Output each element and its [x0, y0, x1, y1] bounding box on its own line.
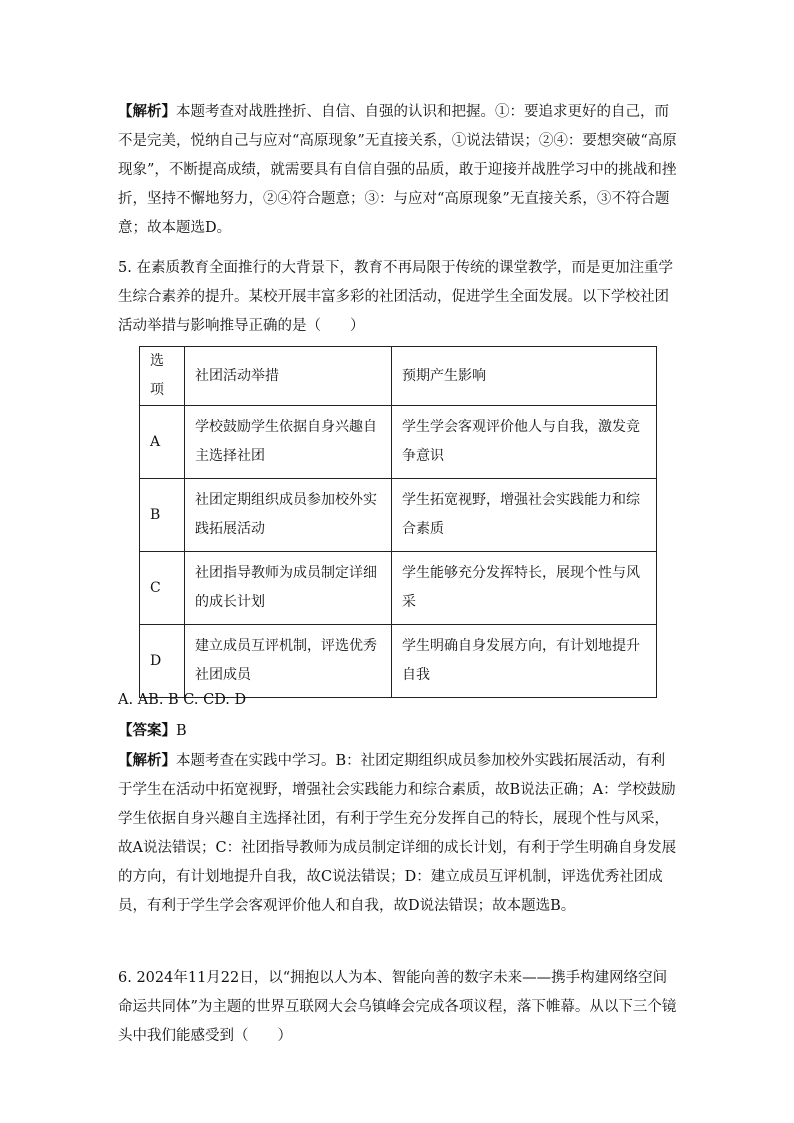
table-row [140, 406, 657, 479]
analysis-text: 本题考查在实践中学习。B：社团定期组织成员参加校外实践拓展活动，有利于学生在活动中拓宽视野，增强社会实践能力和综合素质，故B说法正确；A：学校鼓励学生依据自身兴趣自主选择社团，有利于学生充分发挥自己的特长，展现个性与风采，故A说法错误；C：社团指导教师为成员制定详细的成长计划，有利于学生明确自身发展的方向，有计划地提升自我，故C说法错误；D：建立成员互评机制，评选优秀社团成员，有利于学生学会客观评价他人和自我，故D说法错误；故本题选B。 [118, 753, 677, 914]
analysis-paragraph-q4 [118, 97, 678, 243]
table-cell-option: B [140, 479, 185, 552]
table-header-cell: 预期产生影响 [392, 347, 657, 406]
table-cell-measure: 社团定期组织成员参加校外实践拓展活动 [185, 479, 392, 552]
table-row [140, 479, 657, 552]
table-header-cell: 选项 [140, 347, 185, 406]
table-cell-option: D [140, 625, 185, 698]
table-cell-option: C [140, 552, 185, 625]
table-cell-option: A [140, 406, 185, 479]
question-5: 5. 在素质教育全面推行的大背景下，教育不再局限于传统的课堂教学，而是更加注重学生综合素养的提升。某校开展丰富多彩的社团活动，促进学生全面发展。以下学校社团活动举措与影响推导正确的是（ ） [118, 260, 673, 334]
table-cell-measure: 建立成员互评机制，评选优秀社团成员 [185, 625, 392, 698]
table-cell-effect: 学生学会客观评价他人与自我，激发竞争意识 [392, 406, 657, 479]
question-6: 6. 2024年11月22日，以“拥抱以人为本、智能向善的数字未来——携手构建网络空间命运共同体”为主题的世界互联网大会乌镇峰会完成各项议程，落下帷幕。从以下三个镜头中我们能感受到（ ） [118, 970, 677, 1044]
analysis-tag: 【解析】 [118, 103, 176, 120]
answer-tag: 【答案】 [118, 722, 176, 739]
analysis-tag: 【解析】 [118, 752, 176, 769]
table-cell-measure: 社团指导教师为成员制定详细的成长计划 [185, 552, 392, 625]
table-cell-effect: 学生明确自身发展方向，有计划地提升自我 [392, 625, 657, 698]
answer-options: A. AB. B C. CD. D [118, 692, 247, 708]
table-cell-effect: 学生拓宽视野，增强社会实践能力和综合素质 [392, 479, 657, 552]
options-table [139, 346, 657, 698]
table-cell-effect: 学生能够充分发挥特长，展现个性与风采 [392, 552, 657, 625]
answer-value: B [176, 723, 187, 739]
table-cell-measure: 学校鼓励学生依据自身兴趣自主选择社团 [185, 406, 392, 479]
analysis-paragraph-q5 [118, 746, 678, 921]
table-header-cell: 社团活动举措 [185, 347, 392, 406]
table-header-row [140, 347, 657, 406]
answer-line [118, 716, 678, 746]
table-row [140, 552, 657, 625]
analysis-text: 本题考查对战胜挫折、自信、自强的认识和把握。①：要追求更好的自己，而不是完美，悦纳自己与应对“高原现象”无直接关系，①说法错误；②④：要想突破“高原现象”，不断提高成绩，就需要具有自信自强的品质，敢于迎接并战胜学习中的挑战和挫折，坚持不懈地努力，②④符合题意；③：与应对“高原现象”无直接关系，③不符合题意；故本题选D。 [118, 104, 677, 236]
